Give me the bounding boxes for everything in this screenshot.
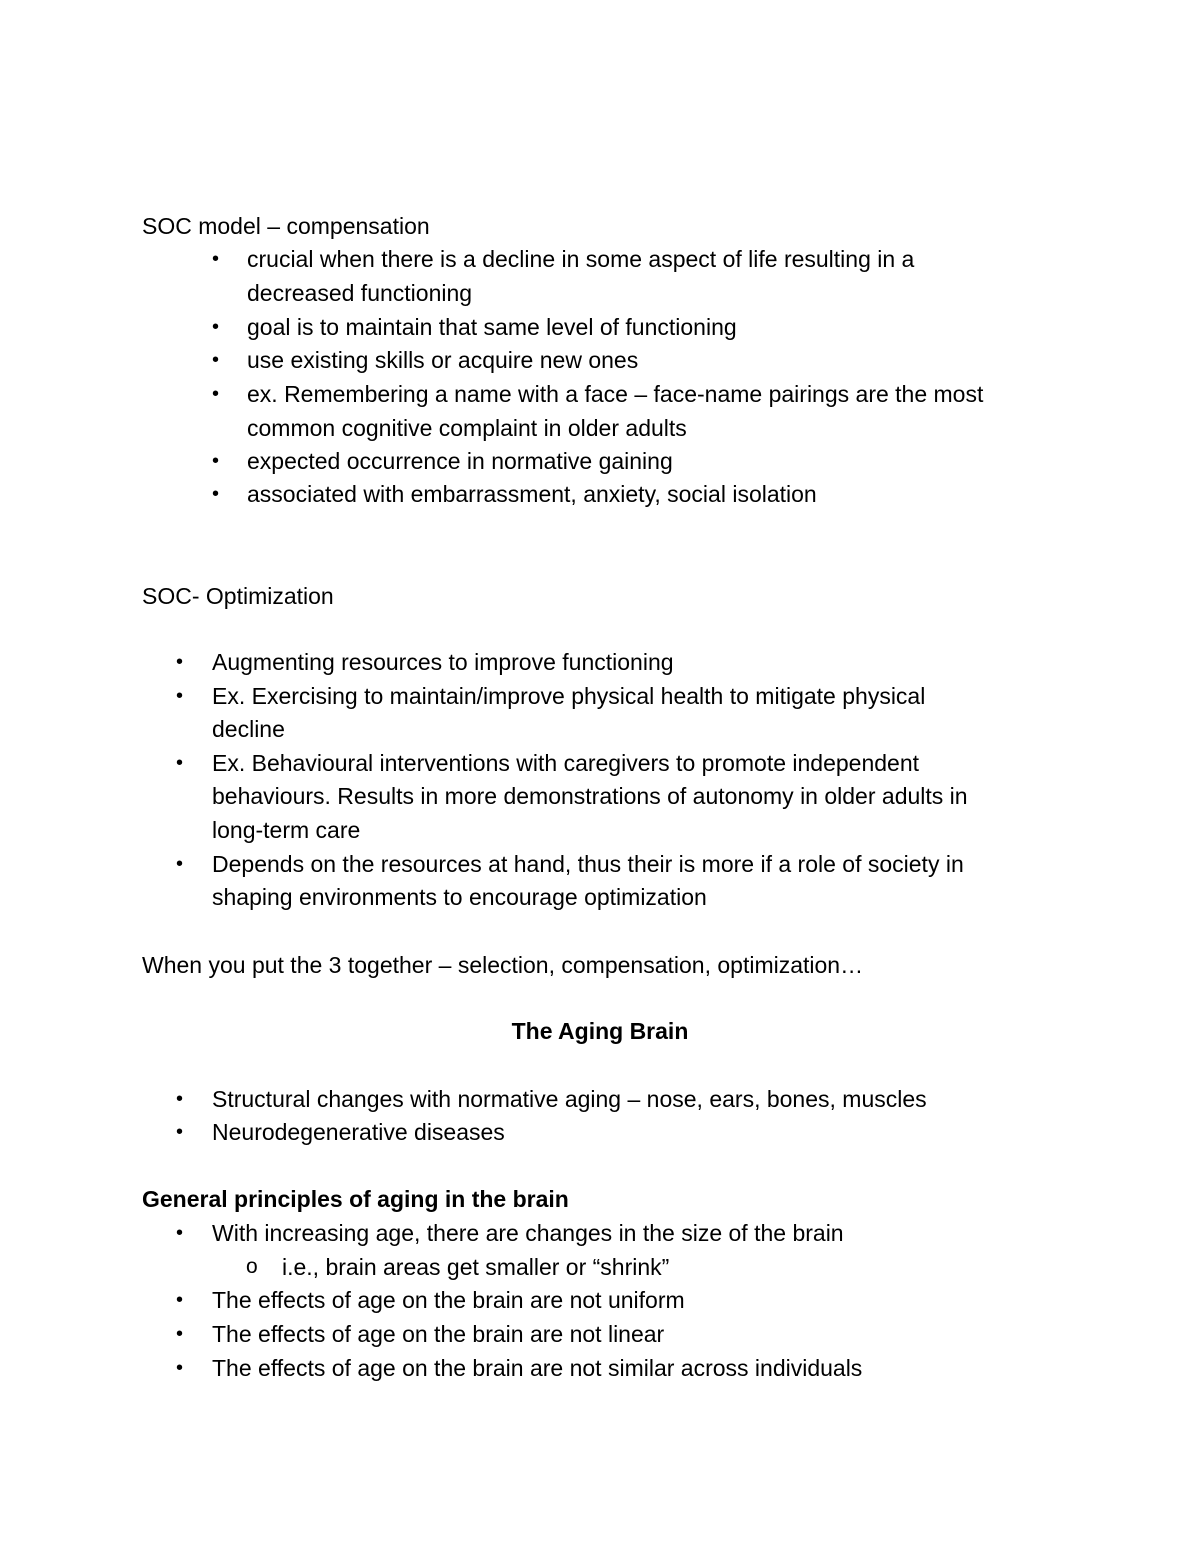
list-item: The effects of age on the brain are not similar across individuals [212, 1355, 863, 1381]
bullet-icon: • [176, 685, 184, 707]
bullet-icon: • [176, 1289, 184, 1311]
bullet-icon: • [176, 651, 184, 673]
list-item-continued: common cognitive complaint in older adults [247, 415, 687, 441]
list-item: Depends on the resources at hand, thus their is more if a role of society in [212, 851, 964, 877]
list-item: associated with embarrassment, anxiety, social isolation [247, 481, 817, 507]
list-item: ex. Remembering a name with a face – face-name pairings are the most [247, 381, 984, 407]
bullet-icon: • [176, 853, 184, 875]
bullet-icon: • [176, 1222, 184, 1244]
sub-bullet-icon: o [246, 1255, 258, 1278]
list-item: crucial when there is a decline in some aspect of life resulting in a [247, 246, 915, 272]
bullet-icon: • [212, 316, 220, 338]
list-item: goal is to maintain that same level of functioning [247, 314, 737, 340]
list-item-continued: shaping environments to encourage optimization [212, 884, 707, 910]
list-item-continued: behaviours. Results in more demonstrations of autonomy in older adults in [212, 783, 968, 809]
section-heading-principles: General principles of aging in the brain [142, 1186, 569, 1212]
list-item: The effects of age on the brain are not linear [212, 1321, 665, 1347]
bullet-icon: • [176, 1323, 184, 1345]
bullet-icon: • [212, 383, 220, 405]
list-item: With increasing age, there are changes in the size of the brain [212, 1220, 844, 1246]
list-item: Neurodegenerative diseases [212, 1119, 505, 1145]
list-item-continued: long-term care [212, 817, 361, 843]
section-heading-compensation: SOC model – compensation [142, 213, 430, 239]
list-item: use existing skills or acquire new ones [247, 347, 639, 373]
bullet-icon: • [176, 752, 184, 774]
bullet-icon: • [176, 1357, 184, 1379]
bullet-icon: • [212, 450, 220, 472]
list-item-continued: decline [212, 716, 285, 742]
section-title-aging-brain: The Aging Brain [511, 1018, 689, 1044]
list-item: The effects of age on the brain are not uniform [212, 1287, 685, 1313]
section-heading-optimization: SOC- Optimization [142, 583, 334, 609]
bullet-icon: • [176, 1088, 184, 1110]
list-item: Ex. Behavioural interventions with caregivers to promote independent [212, 750, 920, 776]
sub-list-item: i.e., brain areas get smaller or “shrink” [282, 1254, 670, 1280]
list-item: Augmenting resources to improve functioning [212, 649, 674, 675]
summary-paragraph: When you put the 3 together – selection, compensation, optimization… [142, 952, 864, 978]
list-item: Ex. Exercising to maintain/improve physical health to mitigate physical [212, 683, 926, 709]
bullet-icon: • [176, 1121, 184, 1143]
bullet-icon: • [212, 349, 220, 371]
list-item-continued: decreased functioning [247, 280, 473, 306]
list-item: expected occurrence in normative gaining [247, 448, 673, 474]
bullet-icon: • [212, 483, 220, 505]
bullet-icon: • [212, 248, 220, 270]
list-item: Structural changes with normative aging – nose, ears, bones, muscles [212, 1086, 927, 1112]
